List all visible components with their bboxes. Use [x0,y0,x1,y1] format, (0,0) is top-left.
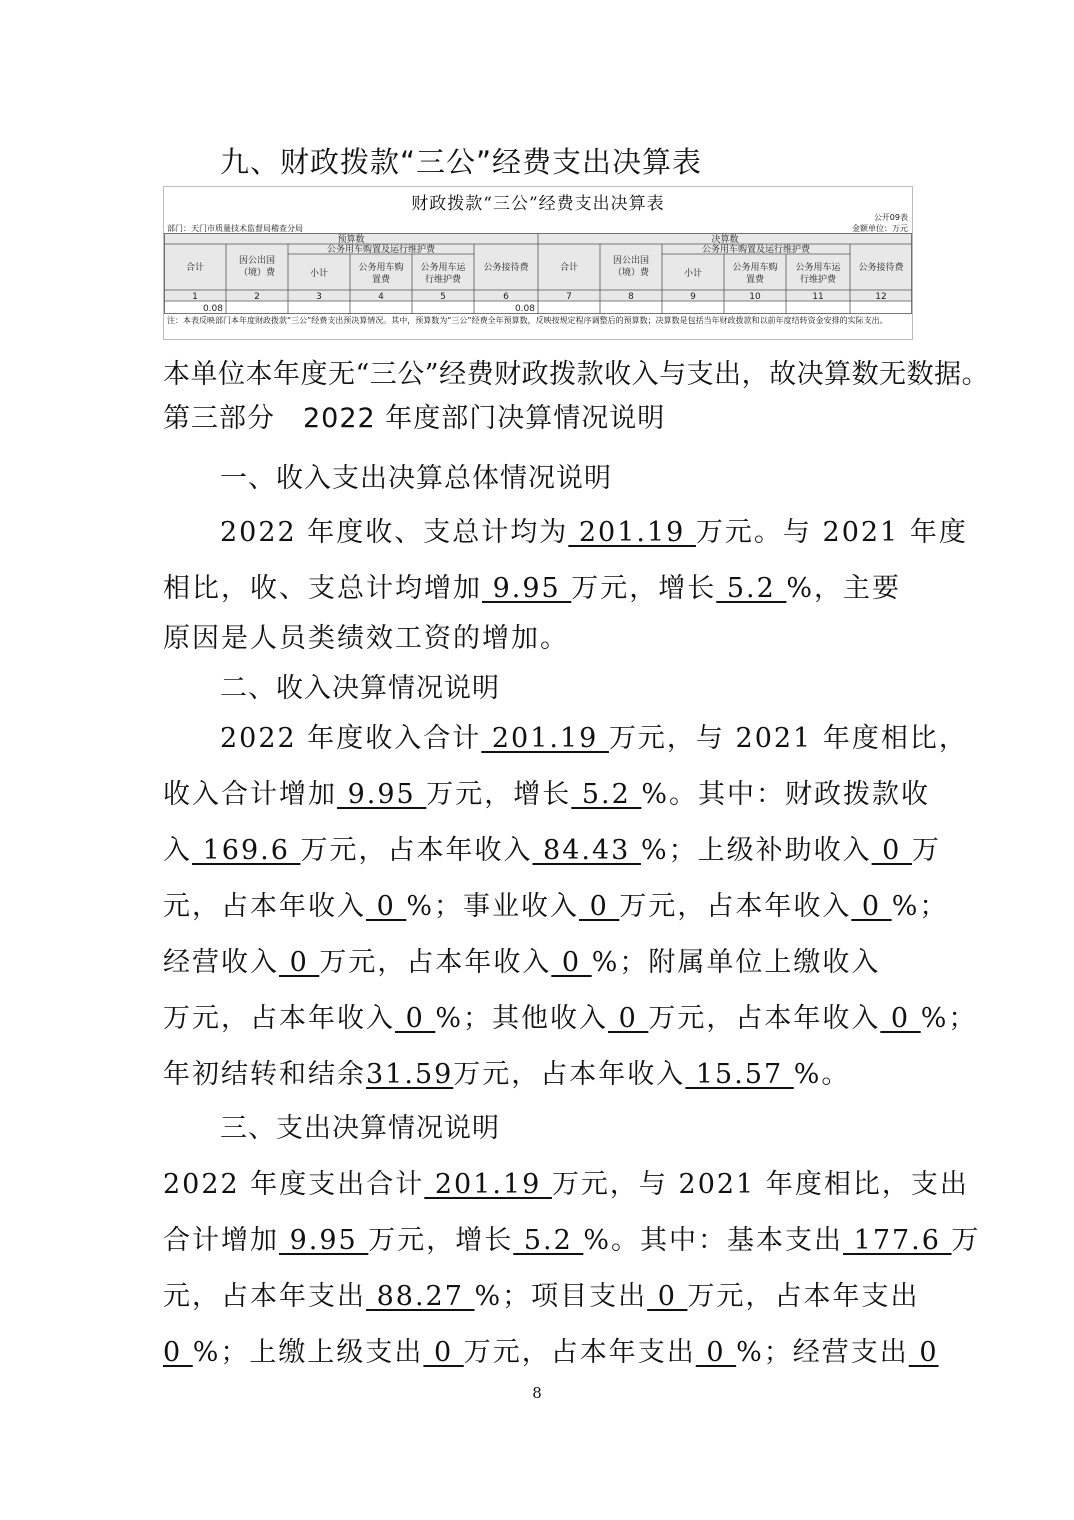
table-col-number: 7 [566,292,572,302]
budget-operation-header: 公务用车运 [420,263,466,273]
svg-text:行维护费: 行维护费 [424,275,462,285]
no-data-statement: 本单位本年度无“三公”经费财政拨款收入与支出，故决算数无数据。 [163,359,990,390]
table-grid [164,233,912,323]
table-col-number: 11 [812,292,824,302]
table-col-number: 12 [875,292,887,302]
table-col-number: 2 [254,292,260,302]
table-col-number: 10 [749,292,761,302]
final-group-label: 决算数 [711,235,739,245]
budget-subtotal-header: 小计 [309,269,329,279]
table-col-number: 3 [316,292,322,302]
table-cell-value: 0.08 [202,304,223,314]
final-reception-header: 公务接待费 [858,263,904,273]
s2-line-2: 收入合计增加 9.95 万元，增长 5.2 %。其中：财政拨款收 [163,779,931,810]
s1-line-1: 2022 年度收、支总计均为 201.19 万元。与 2021 年度 [220,517,968,548]
final-total-header: 合计 [559,263,579,273]
budget-abroad-header: 因公出国 [238,256,276,266]
budget-group-label: 预算数 [337,235,365,245]
table-col-number: 8 [628,292,634,302]
s2-line-6: 万元，占本年收入 0 %；其他收入 0 万元，占本年收入 0 %； [163,1003,978,1034]
s3-line-4: 0 %；上缴上级支出 0 万元，占本年支出 0 %；经营支出 0 [163,1337,939,1368]
table-col-number: 9 [690,292,696,302]
s1-line-3: 原因是人员类绩效工资的增加。 [163,623,569,654]
s1-line-2: 相比，收、支总计均增加 9.95 万元，增长 5.2 %，主要 [163,573,902,604]
table-title: 财政拨款“三公”经费支出决算表 [411,194,665,214]
s3-line-1: 2022 年度支出合计 201.19 万元，与 2021 年度相比，支出 [163,1169,969,1200]
table-note: 注：本表反映部门本年度财政拨款“三公”经费支出预决算情况。其中，预算数为“三公”经费全年预算数，反映按规定程序调整后的预算数；决算数是包括当年财政拨款和以前年度结转资金安排的实际支出。 [167,316,888,325]
table-col-number: 6 [503,292,509,302]
s1-growth-value: 5.2 [716,573,787,604]
s1-increase-value: 9.95 [482,573,572,604]
budget-vehicle-group-label: 公务用车购置及运行维护费 [326,245,436,255]
table-col-number: 4 [378,292,384,302]
s2-line-1: 2022 年度收入合计 201.19 万元，与 2021 年度相比， [220,723,968,754]
s2-line-5: 经营收入 0 万元，占本年收入 0 %；附属单位上缴收入 [163,947,881,978]
svg-text:置费: 置费 [745,275,765,285]
section-three-heading: 三、支出决算情况说明 [220,1113,500,1144]
final-operation-header: 公务用车运 [795,263,841,273]
three-public-expense-table [163,186,913,340]
final-abroad-header: 因公出国 [612,256,650,266]
table-unit: 金额单位：万元 [852,224,908,233]
s2-line-7: 年初结转和结余31.59万元，占本年收入 15.57 %。 [163,1059,851,1090]
s3-line-3: 元，占本年支出 88.27 %；项目支出 0 万元，占本年支出 [163,1281,920,1312]
table-col-number: 1 [192,292,198,302]
budget-purchase-header: 公务用车购 [358,263,404,273]
table-department: 部门：天门市质量技术监督局稽查分局 [167,224,303,233]
s3-line-2: 合计增加 9.95 万元，增长 5.2 %。其中：基本支出 177.6 万 [163,1225,981,1256]
table-cell-value: 0.08 [514,304,535,314]
svg-text:置费: 置费 [371,275,391,285]
svg-text:行维护费: 行维护费 [799,275,837,285]
final-vehicle-group-label: 公务用车购置及运行维护费 [701,245,811,255]
final-purchase-header: 公务用车购 [732,263,778,273]
part-three-heading: 第三部分 2022 年度部门决算情况说明 [163,403,666,434]
page-number: 8 [532,1384,542,1402]
section-two-heading: 二、收入决算情况说明 [220,673,500,704]
s2-line-3: 入 169.6 万元，占本年收入 84.43 %；上级补助收入 0 万 [163,835,941,866]
section-heading-nine: 九、财政拨款“三公”经费支出决算表 [220,145,703,179]
svg-text:（境）费: （境）费 [612,268,650,278]
table-code: 公开09表 [873,213,908,222]
table-col-number: 5 [440,292,446,302]
final-subtotal-header: 小计 [683,269,703,279]
budget-total-header: 合计 [185,263,205,273]
section-one-heading: 一、收入支出决算总体情况说明 [220,463,612,494]
budget-reception-header: 公务接待费 [483,263,529,273]
budget-abroad-header-2: （境）费 [238,268,276,278]
s1-total-value: 201.19 [568,517,696,548]
s2-line-4: 元，占本年收入 0 %；事业收入 0 万元，占本年收入 0 %； [163,891,949,922]
